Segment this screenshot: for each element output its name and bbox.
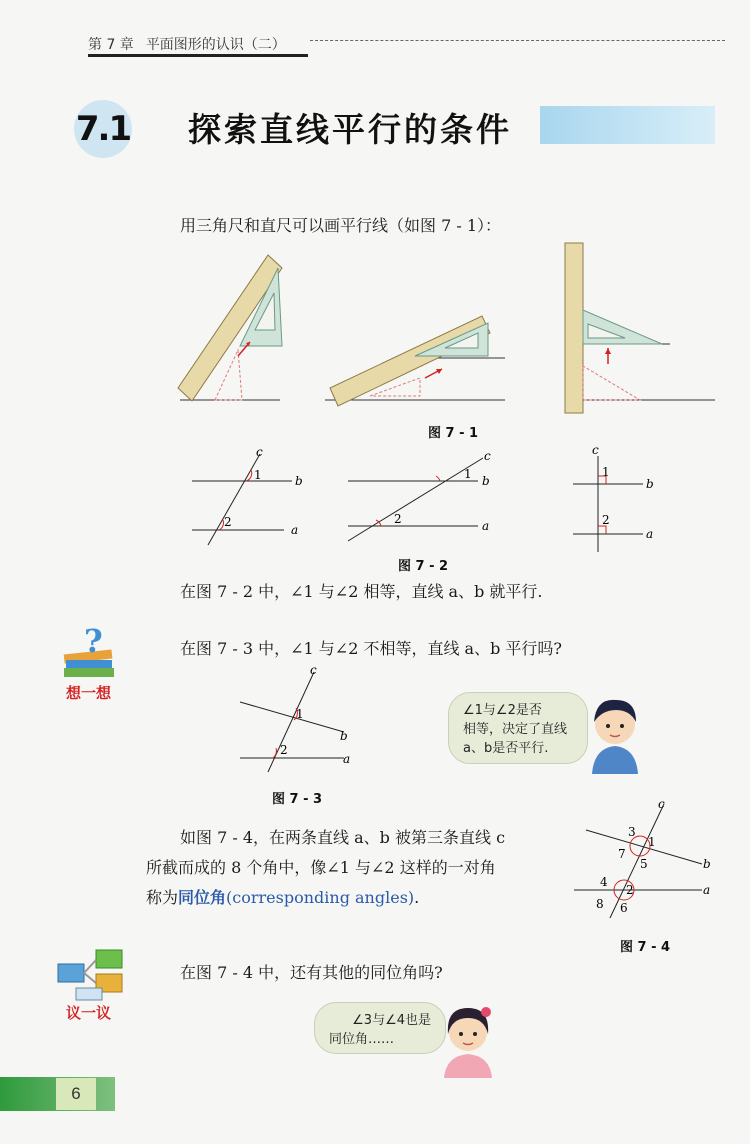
- fig2a-label-a: a: [291, 523, 299, 537]
- fig2c-angle-1: 1: [602, 465, 610, 479]
- fig2c-label-a: a: [646, 527, 654, 541]
- fig2a-angle-2: 2: [224, 515, 232, 529]
- fig2b-label-a: a: [482, 519, 490, 533]
- header-dashed-rule: [310, 40, 725, 41]
- paragraph-fig-7-2: 在图 7 - 2 中，∠1 与∠2 相等，直线 a、b 就平行.: [180, 582, 543, 601]
- fig4-angle-2: 2: [626, 883, 634, 897]
- girl-bubble-line-2: 同位角……: [329, 1032, 395, 1047]
- fig3-label-a: a: [343, 752, 351, 766]
- fig2-diagram-a: [192, 446, 303, 545]
- fig2b-angle-2: 2: [394, 512, 402, 526]
- fig4-angle-1: 1: [648, 835, 656, 849]
- caption-fig-7-1: 图 7 - 1: [428, 426, 479, 441]
- figure-7-2: [188, 446, 668, 556]
- fig4-angle-5: 5: [640, 857, 648, 871]
- caption-fig-7-4: 图 7 - 4: [620, 940, 671, 955]
- fig2c-angle-2: 2: [602, 513, 610, 527]
- figure-7-3: [236, 664, 366, 776]
- fig4-angle-6: 6: [620, 901, 628, 915]
- paragraph-fig-7-3: 在图 7 - 3 中，∠1 与∠2 不相等，直线 a、b 平行吗?: [180, 639, 562, 658]
- fig2b-label-b: b: [482, 474, 490, 488]
- fig3-label-c: c: [310, 664, 317, 677]
- chapter-number: 第 7 章: [88, 37, 134, 53]
- fig4-angle-8: 8: [596, 897, 604, 911]
- paragraph-fig-7-4-line-2: 所截而成的 8 个角中，像∠1 与∠2 这样的一对角: [146, 858, 496, 877]
- figure-7-1: [170, 238, 720, 418]
- fig2a-label-c: c: [256, 446, 263, 459]
- discuss-badge-label: 议一议: [66, 1004, 112, 1022]
- girl-speech-bubble: [314, 1002, 446, 1054]
- fig4-label-b: b: [703, 857, 711, 871]
- term-corresponding-angles: 同位角: [178, 888, 227, 907]
- girl-avatar: [436, 998, 500, 1078]
- think-badge-icon: [58, 618, 120, 680]
- fig2b-angle-1: 1: [464, 467, 472, 481]
- fig4-angle-4: 4: [600, 875, 608, 889]
- term-corresponding-angles-en: (corresponding angles): [226, 888, 415, 907]
- fig4-angle-7: 7: [618, 847, 626, 861]
- intro-paragraph: 用三角尺和直尺可以画平行线（如图 7 - 1）：: [180, 216, 502, 235]
- fig3-label-b: b: [340, 729, 348, 743]
- fig3-angle-1: 1: [296, 707, 304, 721]
- fig1-panel-3: [565, 243, 715, 413]
- boy-bubble-line-3: a、b是否平行.: [463, 741, 549, 756]
- fig4-label-c: c: [658, 798, 665, 811]
- title-decor-bar: [540, 106, 715, 144]
- p4-suffix: .: [414, 888, 420, 907]
- fig2c-label-b: b: [646, 477, 654, 491]
- think-badge-label: 想一想: [66, 684, 112, 702]
- fig4-label-a: a: [703, 883, 711, 897]
- fig2a-label-b: b: [295, 474, 303, 488]
- fig2a-angle-1: 1: [254, 468, 262, 482]
- fig2-diagram-b: [348, 449, 491, 541]
- fig3-angle-2: 2: [280, 743, 288, 757]
- girl-bubble-line-1: ∠3与∠4也是: [352, 1013, 431, 1028]
- fig2b-label-c: c: [484, 449, 491, 463]
- svg-text:?: ?: [84, 622, 103, 660]
- p4-prefix: 称为: [146, 888, 179, 907]
- caption-fig-7-2: 图 7 - 2: [398, 559, 449, 574]
- section-title: 探索直线平行的条件: [188, 110, 512, 149]
- boy-bubble-line-2: 相等，决定了直线: [463, 722, 568, 737]
- caption-fig-7-3: 图 7 - 3: [272, 792, 323, 807]
- paragraph-fig-7-4-line-1: 如图 7 - 4，在两条直线 a、b 被第三条直线 c: [180, 828, 506, 847]
- boy-bubble-line-1: ∠1与∠2是否: [463, 703, 542, 718]
- boy-avatar: [582, 688, 648, 774]
- paragraph-fig-7-4-line-3: [146, 886, 419, 910]
- paragraph-discuss: 在图 7 - 4 中，还有其他的同位角吗?: [180, 963, 443, 982]
- fig2-diagram-c: [573, 446, 654, 552]
- boy-speech-bubble: [448, 692, 588, 764]
- chapter-title: 平面图形的认识（二）: [145, 37, 286, 53]
- fig4-angle-3: 3: [628, 825, 636, 839]
- figure-7-4: [570, 798, 720, 938]
- chapter-header: [88, 34, 286, 54]
- fig1-panel-2: [325, 316, 505, 406]
- section-number: 7.1: [74, 100, 132, 158]
- fig1-panel-1: [178, 255, 282, 401]
- discuss-badge-icon: [56, 946, 124, 1004]
- fig2c-label-c: c: [592, 446, 599, 457]
- header-rule: [88, 54, 308, 57]
- page-number: 6: [56, 1078, 96, 1110]
